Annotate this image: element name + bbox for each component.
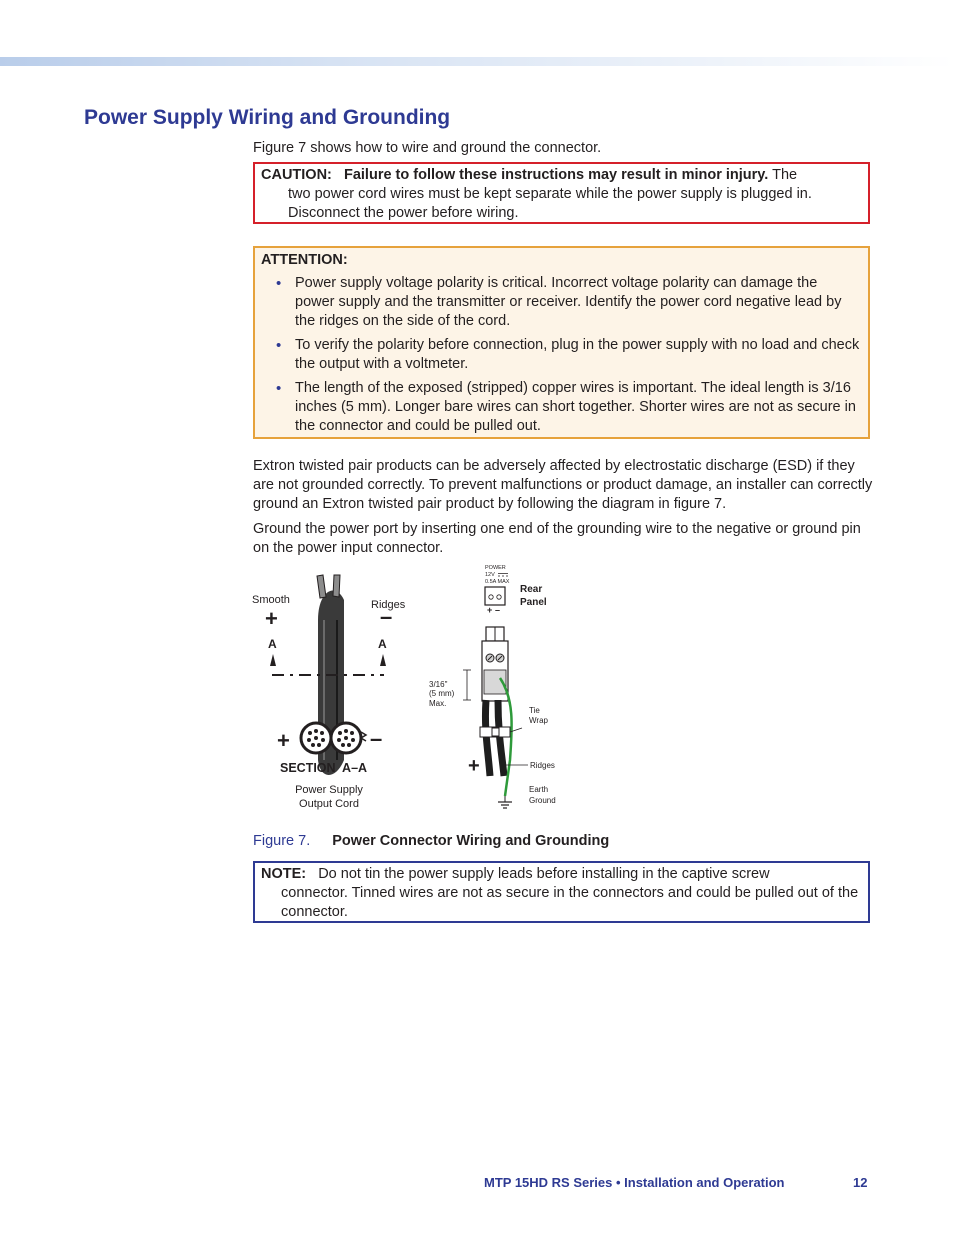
wires [485, 700, 504, 776]
section-label: SECTION A–A [280, 761, 368, 775]
length-label-3: Max. [429, 699, 447, 708]
rear-panel-port [485, 587, 505, 605]
cord-cross-section [301, 723, 366, 753]
list-item-text: To verify the polarity before connection, plug in the power supply with no load and check the output with a voltmeter. [295, 337, 860, 372]
cord-label-line2: Output Cord [299, 798, 359, 810]
list-item-text: The length of the exposed (stripped) copper wires is important. The ideal length is 3/16 inches (5 mm). Longer bare wires can short together. Shorter wires are not as secure in the connector and could be pulled out. [295, 380, 856, 434]
caution-text: two power cord wires must be kept separate while the power supply is plugged in. Disconnect the power before wiring. [288, 186, 812, 221]
bullet-icon: • [276, 337, 282, 354]
caution-text-first: The [772, 167, 798, 183]
esd-paragraph: Extron twisted pair products can be adversely affected by electrostatic discharge (ESD) if they are not grounded correctly. To prevent malfunctions or product damage, an installer can correctly ground an Extron twisted pair product by following the diagram in figure 7. [253, 458, 873, 512]
bullet-icon: • [276, 380, 282, 397]
figure-caption [253, 833, 609, 849]
page-number: 12 [853, 1175, 868, 1190]
caution-bold-text: Failure to follow these instructions may result in minor injury. [343, 167, 769, 183]
list-item-text: Power supply voltage polarity is critical. Incorrect voltage polarity can damage the power supply and the transmitter or receiver. Identify the power cord negative lead by the ridges on the side of the cord. [295, 275, 842, 329]
minus-icon: – [495, 605, 501, 615]
rear-label: Rear [520, 584, 543, 595]
arrow-up-icon [380, 654, 386, 666]
attention-list [261, 274, 860, 436]
figure-title: Power Connector Wiring and Grounding [332, 833, 610, 849]
power-label: POWER [485, 565, 506, 571]
length-dimension [463, 670, 471, 700]
arrow-up-icon [270, 654, 276, 666]
earth-label: Earth [529, 785, 549, 794]
list-item [261, 274, 860, 331]
power-voltage-label: 12V [485, 572, 495, 578]
minus-icon: – [370, 726, 383, 751]
attention-label: ATTENTION: [261, 252, 348, 268]
page-heading: Power Supply Wiring and Grounding [84, 106, 451, 129]
caution-label: CAUTION: [261, 167, 332, 183]
smooth-label: Smooth [252, 594, 290, 606]
a-left-label: A [268, 637, 277, 651]
tie-wrap [480, 727, 522, 737]
dc-symbol-icon [498, 574, 508, 577]
header-gradient-bar [0, 57, 954, 66]
note-label: NOTE: [261, 866, 307, 882]
ridges-label-2: Ridges [530, 761, 555, 770]
note-text: connector. Tinned wires are not as secure in the connectors and could be pulled out of the connector. [281, 885, 859, 920]
wiring-diagram [240, 560, 580, 820]
bullet-icon: • [276, 275, 282, 292]
minus-icon: – [380, 604, 393, 629]
footer-title: MTP 15HD RS Series • Installation and Operation [484, 1175, 785, 1190]
caution-box [253, 162, 870, 224]
length-label-1: 3/16" [429, 680, 448, 689]
ground-label: Ground [529, 796, 556, 805]
panel-label: Panel [520, 597, 547, 608]
plus-icon: + [265, 606, 278, 631]
figure-number: Figure 7. [253, 833, 311, 849]
earth-ground-icon [498, 796, 512, 808]
note-text-first: Do not tin the power supply leads before installing in the captive screw [318, 866, 770, 882]
a-right-label: A [378, 637, 387, 651]
attention-box [253, 246, 870, 439]
length-label-2: (5 mm) [429, 689, 455, 698]
intro-paragraph: Figure 7 shows how to wire and ground the connector. [253, 140, 602, 156]
power-amp-label: 0.5A MAX [485, 579, 510, 585]
tie-label: Tie [529, 706, 540, 715]
ridges-label: Ridges [371, 599, 406, 611]
cord-label-line1: Power Supply [295, 784, 363, 796]
captive-screw-connector [482, 627, 508, 701]
plus-icon: + [277, 728, 290, 753]
list-item [261, 379, 860, 436]
note-box [253, 861, 870, 923]
list-item [261, 336, 860, 374]
ground-paragraph: Ground the power port by inserting one end of the grounding wire to the negative or ground pin on the power input connector. [253, 521, 861, 556]
plus-icon: + [487, 605, 493, 615]
wrap-label: Wrap [529, 716, 548, 725]
plus-icon: + [468, 755, 480, 777]
